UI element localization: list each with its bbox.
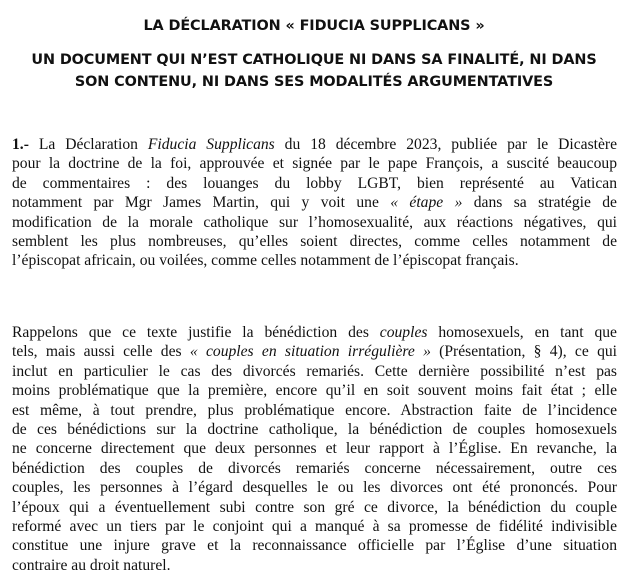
paragraph-line: contraire au droit naturel. bbox=[12, 556, 171, 574]
paragraph-line: moins problématique que la première, encore qu’il en soit souvent moins fait état ; elle bbox=[12, 382, 617, 400]
paragraph-line: couples, les personnes à l’égard desquelles le ou les divorces ont été prononcés. Pour bbox=[12, 479, 617, 497]
quoted-term: « couples en situation irrégulière » bbox=[189, 343, 431, 361]
paragraph-line: l’époux qui a éventuellement subi contre son gré ce divorce, la bénédiction du couple bbox=[12, 498, 617, 516]
paragraph-line: modification de la morale catholique sur l’homosexualité, aux réactions négatives, qui bbox=[12, 213, 617, 231]
paragraph-line: l’épiscopat africain, ou voilées, comme celles notamment de l’épiscopat français. bbox=[12, 252, 519, 270]
document-subtitle bbox=[30, 49, 598, 93]
document-title-italic: Fiducia Supplicans bbox=[147, 136, 275, 153]
text-run: du 18 décembre 2023, publiée par le Dicastère bbox=[274, 136, 618, 153]
text-run: tels, mais aussi celle des bbox=[12, 343, 190, 361]
paragraph-2 bbox=[12, 323, 617, 575]
text-run: La Déclaration bbox=[28, 136, 148, 153]
text-run: (Présentation, § 4), ce qui bbox=[430, 343, 617, 361]
paragraph-line bbox=[12, 135, 617, 154]
document-title: LA DÉCLARATION « FIDUCIA SUPPLICANS » bbox=[143, 18, 485, 34]
text-run: notamment par Mgr James Martin, qui y voit une bbox=[12, 194, 391, 212]
paragraph-line: est même, à tout prendre, plus problématique encore. Abstraction faite de l’incidence bbox=[12, 401, 617, 419]
paragraph-line bbox=[12, 323, 617, 342]
paragraph-line bbox=[12, 193, 617, 212]
paragraph-line: ne concerne directement que deux personnes et leur rapport à l’Église. En revanche, la bbox=[12, 440, 617, 458]
text-run: dans sa stratégie de bbox=[462, 194, 617, 212]
paragraph-line: pour la doctrine de la foi, approuvée et signée par le pape François, a suscité beaucoup bbox=[12, 155, 617, 173]
subtitle-line: SON CONTENU, NI DANS SES MODALITÉS ARGUMENTATIVES bbox=[74, 74, 554, 90]
subtitle-line: UN DOCUMENT QUI N’EST CATHOLIQUE NI DANS SA FINALITÉ, NI DANS bbox=[31, 52, 597, 68]
quoted-term: « étape » bbox=[390, 194, 463, 212]
text-run: homosexuels, en tant que bbox=[427, 324, 617, 341]
text-run: Rappelons que ce texte justifie la bénédiction des bbox=[12, 324, 380, 341]
paragraph-line: semblent les plus nombreuses, qu’elles soient directes, comme celles notamment de bbox=[12, 233, 617, 251]
paragraph-1 bbox=[12, 135, 617, 271]
paragraph-line: inclut en particulier le cas des divorcés remariés. Cette dernière possibilité n’est pas bbox=[12, 362, 617, 380]
paragraph-line bbox=[12, 342, 617, 361]
paragraph-number: 1.- bbox=[12, 136, 29, 153]
paragraph-line: reformé avec un tiers par le conjoint qui a manqué à sa promesse de fidélité indivisible bbox=[12, 518, 617, 536]
paragraph-line: constitue une injure grave et la reconnaissance officielle par l’Église d’une situation bbox=[12, 537, 617, 555]
paragraph-line: bénédiction des couples de divorcés remariés concerne nécessairement, outre ces bbox=[12, 459, 617, 477]
paragraph-line: de commentaires : des louanges du lobby LGBT, bien représenté au Vatican bbox=[12, 174, 617, 192]
emphasized-term: couples bbox=[379, 324, 428, 341]
paragraph-line: de ces bénédictions sur la doctrine catholique, la bénédiction de couples homosexuels bbox=[12, 421, 617, 439]
